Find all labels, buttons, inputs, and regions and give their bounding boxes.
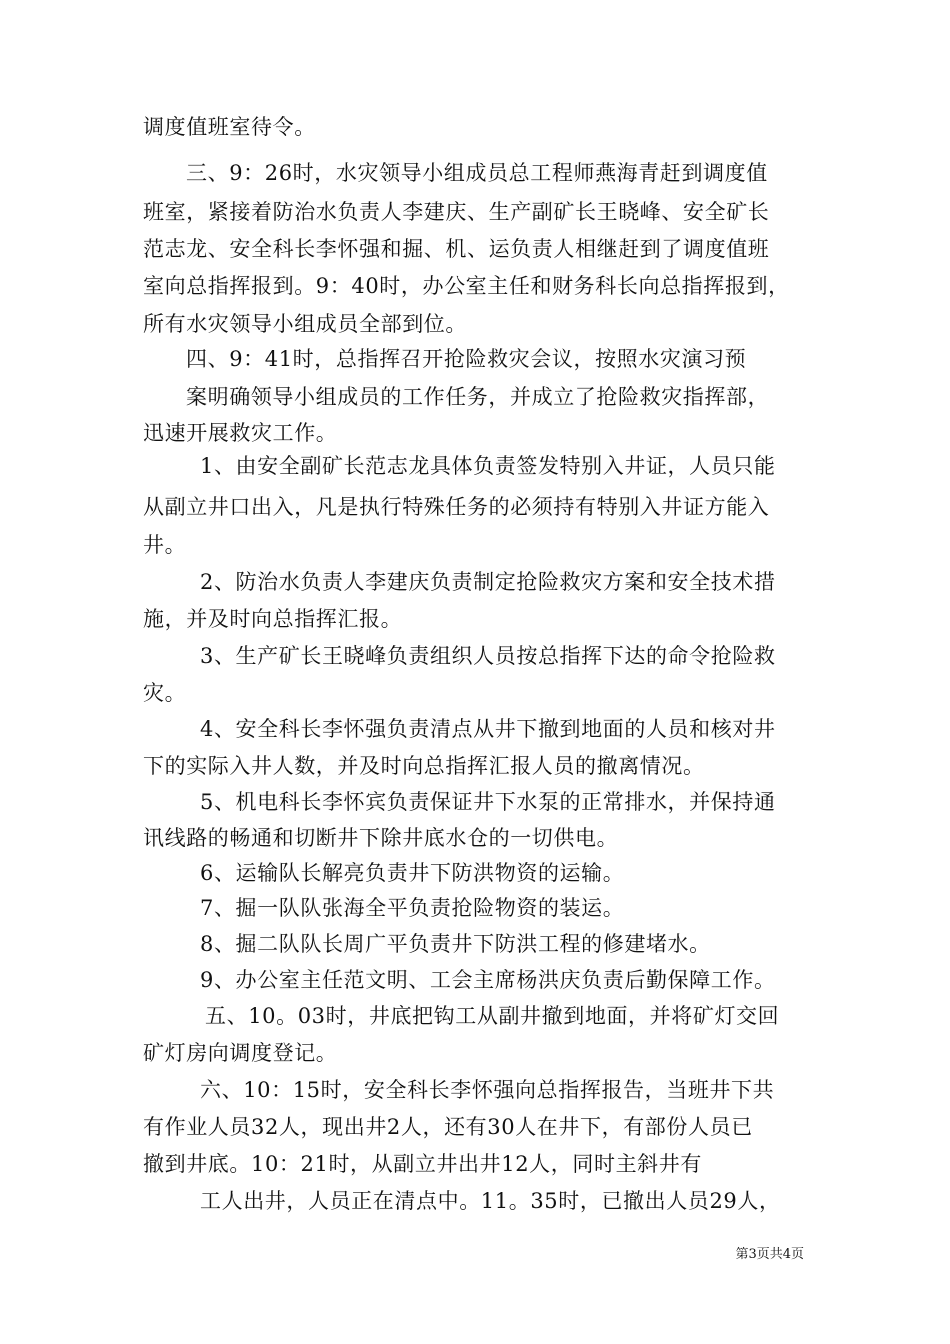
text-line: 四、9：41时，总指挥召开抢险救灾会议，按照水灾演习预 [186,347,747,371]
text-line: 井。 [143,533,187,557]
text-line: 灾。 [143,681,187,705]
text-line: 7、掘一队队张海全平负责抢险物资的装运。 [200,896,625,920]
text-line: 迅速开展救灾工作。 [143,421,338,445]
text-line: 三、9：26时，水灾领导小组成员总工程师燕海青赶到调度值 [186,161,768,185]
text-line: 从副立井口出入，凡是执行特殊任务的必须持有特别入井证方能入 [143,495,770,519]
text-line: 2、防治水负责人李建庆负责制定抢险救灾方案和安全技术措 [200,570,776,594]
text-line: 五、10。03时，井底把钩工从副井撤到地面，并将矿灯交回 [205,1004,780,1028]
text-line: 矿灯房向调度登记。 [143,1041,338,1065]
text-line: 班室，紧接着防治水负责人李建庆、生产副矿长王晓峰、安全矿长 [143,200,770,224]
text-line: 室向总指挥报到。9：40时，办公室主任和财务科长向总指挥报到， [143,274,790,298]
text-line: 施，并及时向总指挥汇报。 [143,607,403,631]
text-line: 下的实际入井人数，并及时向总指挥汇报人员的撤离情况。 [143,754,705,778]
text-line: 撤到井底。10：21时，从副立井出井12人，同时主斜井有 [143,1152,702,1176]
text-line: 六、10：15时，安全科长李怀强向总指挥报告，当班井下共 [200,1078,775,1102]
text-line: 工人出井，人员正在清点中。11。35时，已撤出人员29人， [200,1189,781,1213]
text-line: 6、运输队长解亮负责井下防洪物资的运输。 [200,861,625,885]
text-line: 所有水灾领导小组成员全部到位。 [143,312,467,336]
text-line: 9、办公室主任范文明、工会主席杨洪庆负责后勤保障工作。 [200,968,776,992]
text-line: 4、安全科长李怀强负责清点从井下撤到地面的人员和核对井 [200,717,776,741]
text-line: 8、掘二队队长周广平负责井下防洪工程的修建堵水。 [200,932,711,956]
text-line: 1、由安全副矿长范志龙具体负责签发特别入井证，人员只能 [200,454,776,478]
text-line: 调度值班室待令。 [143,115,316,139]
text-line: 范志龙、安全科长李怀强和掘、机、运负责人相继赶到了调度值班 [143,237,770,261]
text-line: 案明确领导小组成员的工作任务，并成立了抢险救灾指挥部， [186,385,770,409]
text-line: 5、机电科长李怀宾负责保证井下水泵的正常排水，并保持通 [200,790,776,814]
text-line: 有作业人员32人，现出井2人，还有30人在井下，有部份人员已 [143,1115,753,1139]
text-line: 讯线路的畅通和切断井下除井底水仓的一切供电。 [143,826,619,850]
page-number: 第3页共4页 [735,1247,804,1262]
text-line: 3、生产矿长王晓峰负责组织人员按总指挥下达的命令抢险救 [200,644,776,668]
